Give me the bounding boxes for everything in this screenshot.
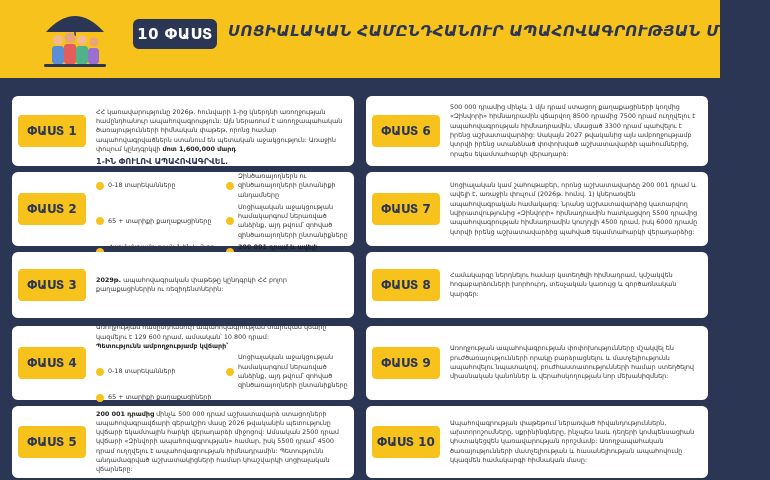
fact-text [96, 410, 348, 474]
fact-bold-text: Պետությունն ամբողջությամբ կվճարի՝ [96, 341, 229, 350]
list-item: Հաշմանդամության 1-ին և 2-րդ [108, 243, 215, 251]
fact-body-text: ՀՀ կառավարությունը 2026թ. հունվարի 1-ից կներդնի առողջության համընդհանուր ապահովագրություն: Այն ներառում է առողջապահական ծառայությունների հիմնական փաթեթ, որոնց համար ապահովագրվածներն ստանում են պետական աջակցություն: Առաջին փուլում կընդգրկվի [96, 107, 343, 153]
page-title: ՍՈՑԻԱԼԱԿԱՆ ՀԱՄԸՆԴՀԱՆՈՒՐ ԱՊԱՀՈՎԱԳՐՈՒԹՅԱՆ ՄԱՍԻՆ [228, 22, 770, 40]
list-item: 200 001 դրամ և ավելի [238, 243, 318, 251]
fact-card-10 [366, 406, 708, 478]
fact-bold-text: 200 001 դրամից [96, 409, 155, 418]
fact-body-text: ապահովագրական փաթեթը կընդգրկի ՀՀ բոլոր քաղաքացիներին ու ռեզիդենտներին: [96, 275, 287, 293]
fact-body-text: 500 000 դրամից մինչև 1 մլն դրամ ստացող քաղաքացիների կողմից «Զինվորի» հիմնադրամին վճարվող 8500 դրամից 7500 դրամ ուղղվելու է ապահովագրության հիմնադրամին, մնացած 3300 դրամ պահվելու է իրենց աշխատավարձից: Սակայն 2027 թվականից այն ամբողջությամբ կտրվի իրենց ստանձնած փոփոխված աշխատավարձի պահումներից, որպես եկամտահարկի վերադարձ: [450, 103, 696, 158]
list-item: Սոցիալական աջակցության համակարգում ներառված անձինք, այդ թվում՝ զոհված զինծառայողների ընտանիքները [238, 202, 348, 239]
fact-label: ՓԱՍՏ 10 [372, 426, 440, 458]
fact-label: ՓԱՍՏ 4 [18, 347, 86, 379]
fact-body-text: մինչև 500 000 դրամ աշխատավարձ ստացողների ապահովագրավճարի գերակշիռ մասը 2026 թվականին պետությունը կվճարի եկամտային հարկի վերադարձի միջոցով: Ամսական 2500 դրամ կվճարի «Զինվորի ապահովագրության» համար, իսկ 5500 դրամ՝ 4500 դրամ ուղղվելու է ապահովագրության հիմնադրամին: Պետությունն անդամագրված աշխատակիցների համար կհաշվարկի սոցիալական վճարները: [96, 409, 339, 474]
fact-text [450, 410, 702, 474]
fact-body-text: Ապահովագրության փաթեթում ներառված հիվանդություններն, ախտորոշումները, սքրինինգները, ինչպես նաև դեղերի կոմպենսացիան կհստակեցվեն կառավարության որոշմամբ: Առողջապահական ծառայությունների մատչելիության և հասանելիության ապահովումը կկազմեն համակարգի հիմնական մասը: [450, 418, 695, 464]
fact-subtitle: 1-ԻՆ ՓՈՒԼՈՎ ԱՊԱՀՈՎԱԳՐՎԵԼ. [96, 157, 229, 167]
list-item: 0-18 տարեկանների [108, 367, 176, 376]
list-item: 0-18 տարեկանները [108, 181, 176, 190]
fact-text [450, 100, 702, 162]
fact-bold-text: մոտ 1,600,000 մարդ [162, 144, 236, 153]
fact-text [450, 256, 702, 314]
fact-body-text: Առողջության համընդհանուր ապահովագրության տարեկան վճարը կազմելու է 129 600 դրամ, ամսական՝ 10 800 դրամ: [96, 323, 327, 341]
fact-card-8 [366, 252, 708, 318]
fact-text [96, 256, 348, 314]
fact-card-7 [366, 172, 708, 246]
bullet-icon [96, 368, 104, 376]
fact-card-4 [12, 323, 354, 402]
fact-body-text: Սոցիալական կամ շահութաբեր, որոնց աշխատավարձը 200 001 դրամ և ավելի է, առաջին փուլում (2026թ. հունվ. 1) կներառվեն ապահովագրական համակարգ: Նրանց աշխատավարձից կատարվող նվիրատվությունից «Զինվորի» հիմնադրամին հատկացվող 5500 դրամից ապահովագրության հիմնադրամին կուղղվի 4500 դրամ, իսկ 6000 դրամը կտրվի իրենց աշխատավարձից պահված եկամտահարկի վերադարձից: [450, 181, 698, 236]
fact-card-3 [12, 252, 354, 318]
bullet-icon [226, 368, 234, 376]
bullet-icon [96, 394, 104, 402]
title-badge: 10 ՓԱՍՏ [133, 19, 217, 49]
fact-label: ՓԱՍՏ 8 [372, 269, 440, 301]
fact-text [450, 176, 702, 242]
fact-label: ՓԱՍՏ 7 [372, 193, 440, 225]
list-item: 65 + տարիքի քաղաքացիների [108, 393, 212, 402]
fact-card-5 [12, 406, 354, 478]
list-item: Զինծառայողներն ու զինծառայողների ընտանիքի անդամները [238, 172, 336, 199]
fact-text [96, 157, 348, 251]
fact-text [450, 330, 702, 396]
list-item: Սոցիալական աջակցության համակարգում ներառված անձինք, այդ թվում՝ զոհված զինծառայողների ընտանիքները [238, 353, 348, 390]
fact-card-6 [366, 96, 708, 166]
bullet-icon [96, 217, 104, 225]
fact-label: ՓԱՍՏ 3 [18, 269, 86, 301]
fact-label: ՓԱՍՏ 2 [18, 193, 86, 225]
bullet-icon [226, 182, 234, 190]
fact-label: ՓԱՍՏ 9 [372, 347, 440, 379]
fact-label: ՓԱՍՏ 1 [18, 115, 86, 147]
fact-text [96, 100, 348, 162]
family-umbrella-icon [40, 2, 110, 72]
fact-label: ՓԱՍՏ 5 [18, 426, 86, 458]
fact-bold-text: 2029թ. [96, 275, 122, 284]
fact-body-text: Համակարգը ներդնելու համար կստեղծվի հիմնադրամ, կմշակվեն հոգաբարձուների խորհուրդ, տեսչական կառույց և գործառնական կարգեր: [450, 271, 677, 298]
bullet-icon [96, 182, 104, 190]
fact-text [96, 323, 348, 402]
fact-label: ՓԱՍՏ 6 [372, 115, 440, 147]
bullet-icon [226, 217, 234, 225]
list-item: 65 + տարիքի քաղաքացիները [108, 216, 212, 225]
fact-card-2 [12, 157, 354, 251]
header-banner [0, 0, 770, 78]
fact-card-9 [366, 326, 708, 400]
fact-body-text: Առողջության ապահովագրության փոփոխությունները մշակվել են բուժծառայությունների որակը բարձրացնելու և մատչելիությունն ապահովելու նպատակով, բուժհաստատությունների համար ստեղծելով միասնական կանոններ և վերահսկողության նոր մեխանիզմներ: [450, 344, 694, 381]
